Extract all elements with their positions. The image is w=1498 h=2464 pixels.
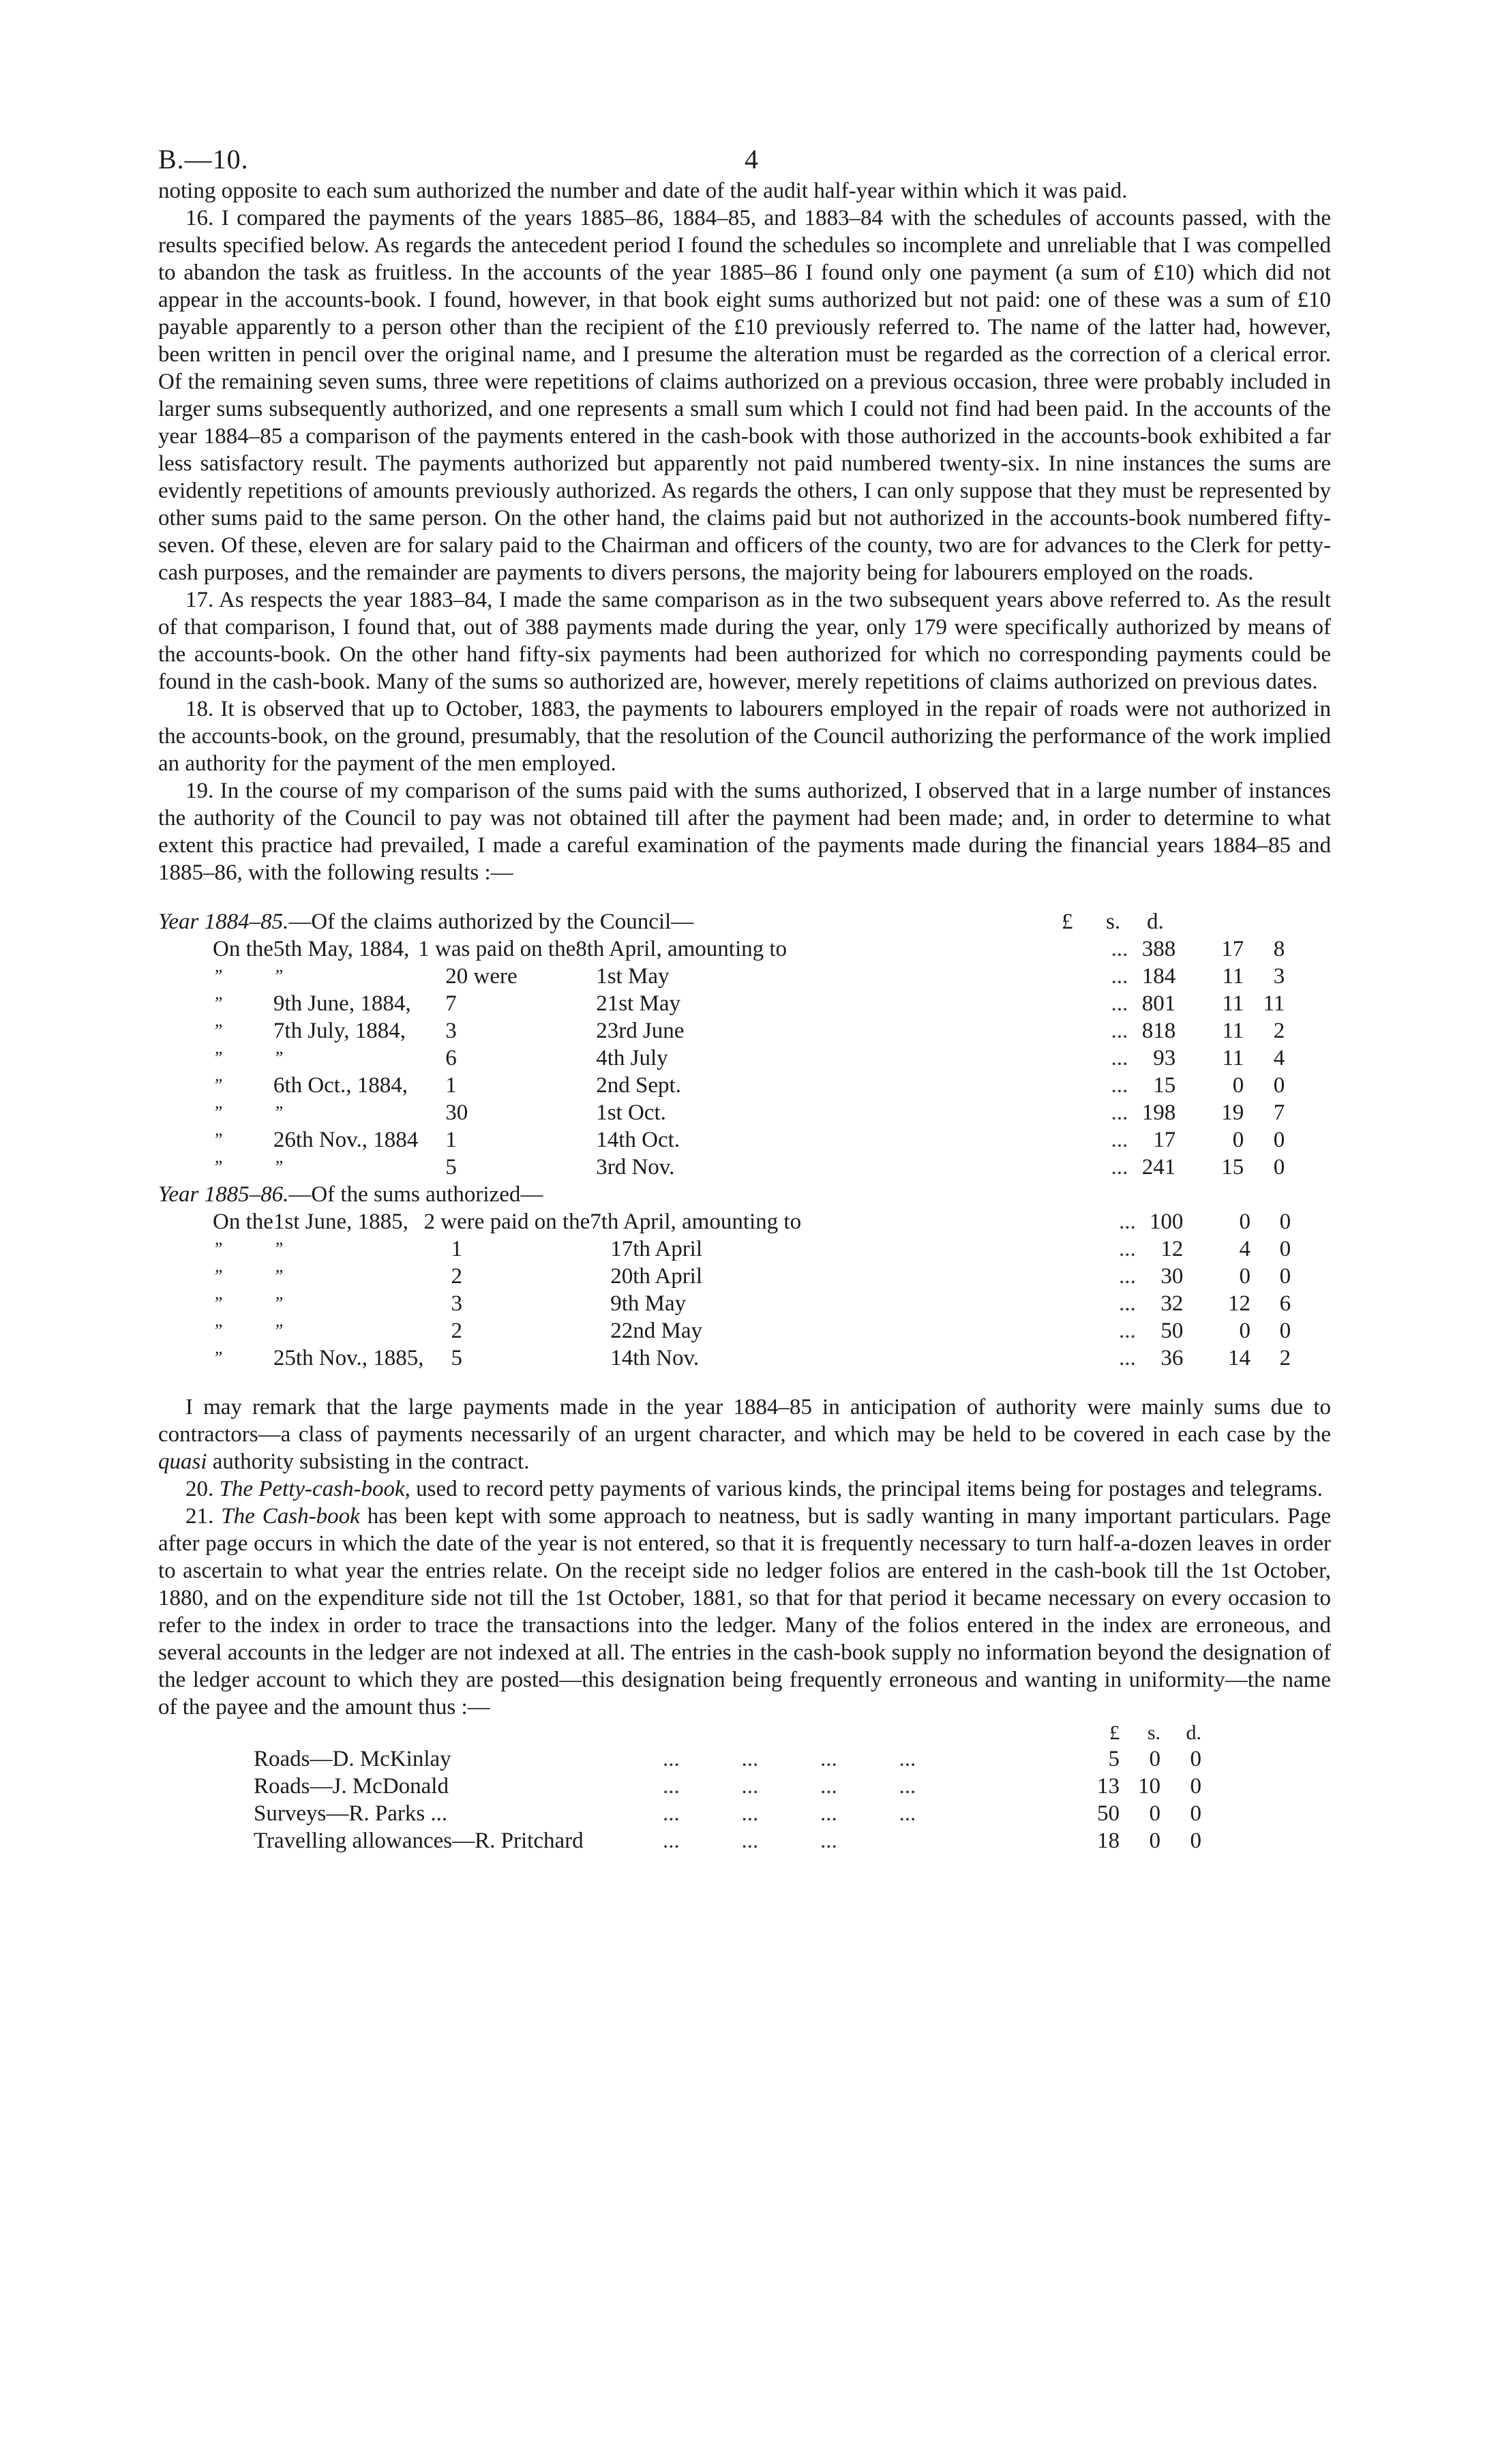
payment-shillings: 0	[1232, 1073, 1244, 1098]
payment-pounds: 388	[1141, 937, 1176, 961]
ledger-pence: 0	[1190, 1829, 1201, 1853]
payment-shillings: 11	[1222, 991, 1244, 1016]
payment-pence: 3	[1273, 964, 1285, 989]
payment-shillings: 0	[1232, 1128, 1244, 1152]
payment-pounds: 93	[1153, 1046, 1176, 1070]
payment-count: 5	[451, 1346, 463, 1370]
payment-count: 30	[445, 1100, 468, 1125]
payment-count: 1	[445, 1073, 457, 1098]
payment-paid-date: 22nd May	[610, 1319, 703, 1343]
page-header	[158, 136, 1331, 177]
ledger-shillings: 10	[1138, 1774, 1160, 1799]
payment-prefix: On the	[213, 1210, 273, 1234]
year-1884-heading	[158, 908, 1331, 935]
payment-pence: 7	[1273, 1100, 1285, 1125]
payment-pounds: 30	[1160, 1264, 1184, 1289]
payment-count: 6	[445, 1046, 457, 1070]
payment-paid-date: 23rd June	[596, 1019, 685, 1043]
ledger-pounds: 50	[1097, 1801, 1120, 1826]
ledger-entry: Roads—D. McKinlay	[254, 1747, 451, 1771]
payment-leader-dots: ...	[1119, 1210, 1136, 1234]
payment-pounds: 12	[1160, 1237, 1184, 1261]
document-code: B.—10.	[158, 144, 249, 175]
payment-prefix: ”	[213, 1021, 223, 1040]
payment-authorized-date: 6th Oct., 1884,	[273, 1073, 408, 1098]
payment-shillings: 14	[1228, 1346, 1251, 1370]
payment-prefix: ”	[213, 966, 223, 986]
payment-paid-date: 7th April, amounting to	[590, 1210, 802, 1234]
payment-authorized-date: 7th July, 1884,	[273, 1019, 406, 1043]
payment-row	[158, 1154, 1325, 1181]
payment-pence: 0	[1279, 1264, 1291, 1289]
ledger-pounds: 13	[1097, 1774, 1120, 1799]
ledger-example-row	[254, 1745, 1201, 1773]
payment-paid-date: 1st May	[596, 964, 670, 989]
ledger-example-row	[254, 1800, 1201, 1827]
paragraph-18: 18. It is observed that up to October, 1883, the payments to labourers employed in the repair of roads were not authorized in the accounts-book, on the ground, presumably, that the resolution of the Council authorizing the performance of the work implied an authority for the payment of the men employed.	[158, 697, 1331, 776]
payment-shillings: 4	[1239, 1237, 1251, 1261]
payment-leader-dots: ...	[1111, 964, 1128, 989]
payment-pounds: 36	[1160, 1346, 1184, 1370]
payment-row	[158, 1045, 1325, 1072]
payment-paid-date: 2nd Sept.	[596, 1073, 681, 1098]
payments-1884-table	[158, 935, 1325, 1181]
payments-1885-table	[158, 1208, 1331, 1372]
year-1884-label: Year 1884–85.	[158, 910, 289, 934]
page-number: 4	[745, 144, 758, 175]
payment-row	[158, 1072, 1325, 1099]
paragraph-21: 21. The Cash-book has been kept with some approach to neatness, but is sadly wanting in many important particulars. Page after page occurs in which the date of the year is not entered, so that it is frequently necessary to turn half-a-dozen leaves in order to ascertain to what year the entries relate. On the receipt side no ledger folios are entered in the cash-book till the 1st October, 1880, and on the expenditure side not till the 1st October, 1881, so that for that period it became necessary on every occasion to refer to the index in order to trace the transactions into the ledger. Many of the folios entered in the index are erroneous, and several accounts in the ledger are not indexed at all. The entries in the cash-book supply no information beyond the designation of the ledger account to which they are posted—this designation being frequently erroneous and wanting in uniformity—the name of the payee and the amount thus :—	[158, 1504, 1331, 1719]
header-shillings: s.	[1106, 910, 1121, 934]
payment-authorized-date: 1st June, 1885,	[273, 1210, 408, 1234]
payment-authorized-date: 9th June, 1884,	[273, 991, 411, 1016]
paragraph-17: 17. As respects the year 1883–84, I made the same comparison as in the two subsequent years above referred to. As the result of that comparison, I found that, out of 388 payments made during the year, only 179 were specifically authorized by means of the accounts-book. On the other hand fifty-six payments had been authorized for which no corresponding payments could be found in the cash-book. Many of the sums so authorized are, however, merely repetitions of claims authorized on previous dates.	[158, 588, 1331, 694]
ledger-shillings: 0	[1149, 1747, 1160, 1771]
payment-shillings: 11	[1222, 964, 1244, 989]
ledger-pence: 0	[1190, 1747, 1201, 1771]
payment-leader-dots: ...	[1119, 1291, 1136, 1316]
ledger-header-pounds: £	[1109, 1722, 1120, 1744]
payment-leader-dots: ...	[1111, 991, 1128, 1016]
payment-authorized-date: 25th Nov., 1885,	[273, 1346, 424, 1370]
payment-pence: 2	[1273, 1019, 1285, 1043]
payment-leader-dots: ...	[1111, 1128, 1128, 1152]
payment-pounds: 15	[1153, 1073, 1176, 1098]
payment-authorized-date: ”	[273, 1048, 284, 1068]
payment-leader-dots: ...	[1111, 1019, 1128, 1043]
ledger-entry: Surveys—R. Parks ...	[254, 1801, 448, 1826]
ledger-pence: 0	[1190, 1801, 1201, 1826]
payment-pence: 0	[1273, 1073, 1285, 1098]
payment-pence: 0	[1279, 1319, 1291, 1343]
ledger-leader-dots: ... ... ... ...	[663, 1801, 916, 1826]
payment-pence: 11	[1263, 991, 1285, 1016]
ledger-pence: 0	[1190, 1774, 1201, 1799]
ledger-header-shillings: s.	[1147, 1722, 1160, 1744]
payment-shillings: 12	[1228, 1291, 1251, 1316]
payment-row	[158, 1263, 1331, 1290]
paragraph-20: 20. The Petty-cash-book, used to record petty payments of various kinds, the principal items being for postages and telegrams.	[185, 1477, 1323, 1501]
payment-shillings: 0	[1239, 1210, 1251, 1234]
payment-authorized-date: ”	[273, 1102, 284, 1122]
payment-count: 1 was paid on the	[418, 937, 576, 961]
payment-prefix: ”	[213, 1130, 223, 1150]
year-1885-label: Year 1885–86.	[158, 1182, 289, 1207]
year-1884-rest: —Of the claims authorized by the Council—	[288, 910, 694, 934]
ledger-pounds: 5	[1108, 1747, 1120, 1771]
payment-paid-date: 1st Oct.	[596, 1100, 666, 1125]
payment-leader-dots: ...	[1119, 1346, 1136, 1370]
payment-count: 1	[451, 1237, 463, 1261]
payment-leader-dots: ...	[1111, 1046, 1128, 1070]
ledger-shillings: 0	[1149, 1829, 1160, 1853]
ledger-header-pence: d.	[1186, 1722, 1201, 1744]
payment-pounds: 818	[1141, 1019, 1176, 1043]
payment-row	[158, 963, 1325, 990]
year-1885-heading	[158, 1181, 1331, 1208]
payment-authorized-date: ”	[273, 1157, 284, 1177]
payment-pence: 8	[1273, 937, 1285, 961]
payment-pence: 6	[1279, 1291, 1291, 1316]
ledger-leader-dots: ... ... ... ...	[663, 1747, 916, 1771]
ledger-shillings: 0	[1149, 1801, 1160, 1826]
payment-authorized-date: ”	[273, 1266, 284, 1286]
payment-leader-dots: ...	[1111, 1073, 1128, 1098]
payment-pounds: 100	[1149, 1210, 1184, 1234]
header-pence: d.	[1147, 910, 1164, 934]
payment-pounds: 184	[1141, 964, 1176, 989]
payment-pounds: 17	[1153, 1128, 1176, 1152]
payment-authorized-date: ”	[273, 966, 284, 986]
payment-prefix: ”	[213, 1157, 223, 1177]
payment-authorized-date: ”	[273, 1293, 284, 1313]
payment-prefix: ”	[213, 1348, 223, 1368]
ledger-entry: Roads—J. McDonald	[254, 1774, 449, 1799]
payment-count: 7	[445, 991, 457, 1016]
paragraph-continuation: noting opposite to each sum authorized the number and date of the audit half-year within which it was paid.	[158, 179, 1128, 203]
payment-paid-date: 17th April	[610, 1237, 703, 1261]
payment-paid-date: 14th Oct.	[596, 1128, 680, 1152]
ledger-entry: Travelling allowances—R. Pritchard	[254, 1829, 584, 1853]
payment-count: 1	[445, 1128, 457, 1152]
payment-shillings: 15	[1221, 1155, 1244, 1180]
ledger-examples-table	[254, 1721, 1201, 1854]
payment-row	[158, 1099, 1325, 1126]
payment-pounds: 50	[1160, 1319, 1184, 1343]
payment-pence: 0	[1273, 1155, 1285, 1180]
ledger-example-row	[254, 1827, 1201, 1854]
paragraph-remark: I may remark that the large payments made in the year 1884–85 in anticipation of authority were mainly sums due to contractors—a class of payments necessarily of an urgent character, and which may be held to be covered in each case by the quasi authority subsisting in the contract.	[158, 1395, 1331, 1474]
document-page	[158, 136, 1331, 1854]
payment-pounds: 198	[1141, 1100, 1176, 1125]
payment-shillings: 0	[1239, 1319, 1251, 1343]
paragraph-19: 19. In the course of my comparison of the sums paid with the sums authorized, I observed that in a large number of instances the authority of the Council to pay was not obtained till after the payment had been made; and, in order to determine to what extent this practice had prevailed, I made a careful examination of the payments made during the financial years 1884–85 and 1885–86, with the following results :—	[158, 779, 1331, 885]
payment-paid-date: 21st May	[596, 991, 680, 1016]
payment-count: 3	[445, 1019, 457, 1043]
payment-prefix: ”	[213, 993, 223, 1013]
payment-pence: 2	[1279, 1346, 1291, 1370]
payment-row	[158, 1235, 1331, 1263]
payment-row	[158, 1344, 1331, 1372]
payment-shillings: 0	[1239, 1264, 1251, 1289]
payment-leader-dots: ...	[1119, 1264, 1136, 1289]
year-1885-rest: —Of the sums authorized—	[288, 1182, 543, 1207]
payment-count: 2	[451, 1264, 463, 1289]
payment-prefix: ”	[213, 1266, 223, 1286]
payment-pence: 0	[1279, 1210, 1291, 1234]
payment-row	[158, 1126, 1325, 1154]
payment-prefix: On the	[213, 937, 273, 961]
payment-leader-dots: ...	[1111, 1100, 1128, 1125]
payment-prefix: ”	[213, 1293, 223, 1313]
payment-paid-date: 9th May	[610, 1291, 687, 1316]
payment-prefix: ”	[213, 1102, 223, 1122]
payment-pounds: 801	[1141, 991, 1176, 1016]
ledger-leader-dots: ... ... ... ...	[663, 1774, 916, 1799]
payment-row	[158, 1317, 1331, 1344]
ledger-leader-dots: ... ... ...	[663, 1829, 837, 1853]
payment-pence: 4	[1273, 1046, 1285, 1070]
payment-leader-dots: ...	[1119, 1319, 1136, 1343]
payment-count: 2	[451, 1319, 463, 1343]
payment-pounds: 241	[1141, 1155, 1176, 1180]
payment-leader-dots: ...	[1111, 937, 1128, 961]
payment-paid-date: 4th July	[596, 1046, 668, 1070]
payment-leader-dots: ...	[1111, 1155, 1128, 1180]
payment-authorized-date: 5th May, 1884,	[273, 937, 410, 961]
body-text-bottom	[158, 1394, 1331, 1721]
payment-paid-date: 20th April	[610, 1264, 703, 1289]
payment-shillings: 19	[1221, 1100, 1244, 1125]
ledger-example-row	[254, 1773, 1201, 1800]
payment-paid-date: 3rd Nov.	[596, 1155, 675, 1180]
payment-row	[158, 990, 1325, 1017]
payment-paid-date: 14th Nov.	[610, 1346, 700, 1370]
payment-row	[158, 1017, 1325, 1045]
payment-count: 20 were	[445, 964, 518, 989]
body-text-top	[158, 177, 1331, 886]
payment-count: 5	[445, 1155, 457, 1180]
payment-shillings: 17	[1221, 937, 1244, 961]
payment-pence: 0	[1273, 1128, 1285, 1152]
payment-count: 2 were paid on the	[423, 1210, 590, 1234]
ledger-pounds: 18	[1097, 1829, 1120, 1853]
payment-row	[158, 1290, 1331, 1317]
payment-pounds: 32	[1160, 1291, 1184, 1316]
payment-authorized-date: ”	[273, 1321, 284, 1340]
payment-row	[158, 935, 1325, 963]
payment-prefix: ”	[213, 1321, 223, 1340]
payment-paid-date: 8th April, amounting to	[575, 937, 788, 961]
payment-prefix: ”	[213, 1048, 223, 1068]
header-pounds: £	[1062, 910, 1073, 934]
paragraph-16: 16. I compared the payments of the years 1885–86, 1884–85, and 1883–84 with the schedules of accounts passed, with the results specified below. As regards the antecedent period I found the schedules so incomplete and unreliable that I was compelled to abandon the task as fruitless. In the accounts of the year 1885–86 I found only one payment (a sum of £10) which did not appear in the accounts-book. I found, however, in that book eight sums authorized but not paid: one of these was a sum of £10 payable apparently to a person other than the recipient of the £10 previously referred to. The name of the latter had, however, been written in pencil over the original name, and I presume the alteration must be regarded as the correction of a clerical error. Of the remaining seven sums, three were repetitions of claims authorized on a previous occasion, three were probably included in larger sums subsequently authorized, and one represents a small sum which I could not find had been paid. In the accounts of the year 1884–85 a comparison of the payments entered in the cash-book with those authorized in the accounts-book exhibited a far less satisfactory result. The payments authorized but apparently not paid numbered twenty-six. In nine instances the sums are evidently repetitions of amounts previously authorized. As regards the others, I can only suppose that they must be represented by other sums paid to the same person. On the other hand, the claims paid but not authorized in the accounts-book numbered fifty-seven. Of these, eleven are for salary paid to the Chairman and officers of the county, two are for advances to the Clerk for petty-cash purposes, and the remainder are payments to divers persons, the majority being for labourers employed on the roads.	[158, 206, 1331, 585]
payment-authorized-date: ”	[273, 1239, 284, 1259]
payment-authorized-date: 26th Nov., 1884	[273, 1128, 419, 1152]
payment-count: 3	[451, 1291, 463, 1316]
payment-leader-dots: ...	[1119, 1237, 1136, 1261]
payment-shillings: 11	[1222, 1046, 1244, 1070]
payment-row	[158, 1208, 1331, 1235]
payment-pence: 0	[1279, 1237, 1291, 1261]
payment-shillings: 11	[1222, 1019, 1244, 1043]
payment-prefix: ”	[213, 1075, 223, 1095]
payment-prefix: ”	[213, 1239, 223, 1259]
